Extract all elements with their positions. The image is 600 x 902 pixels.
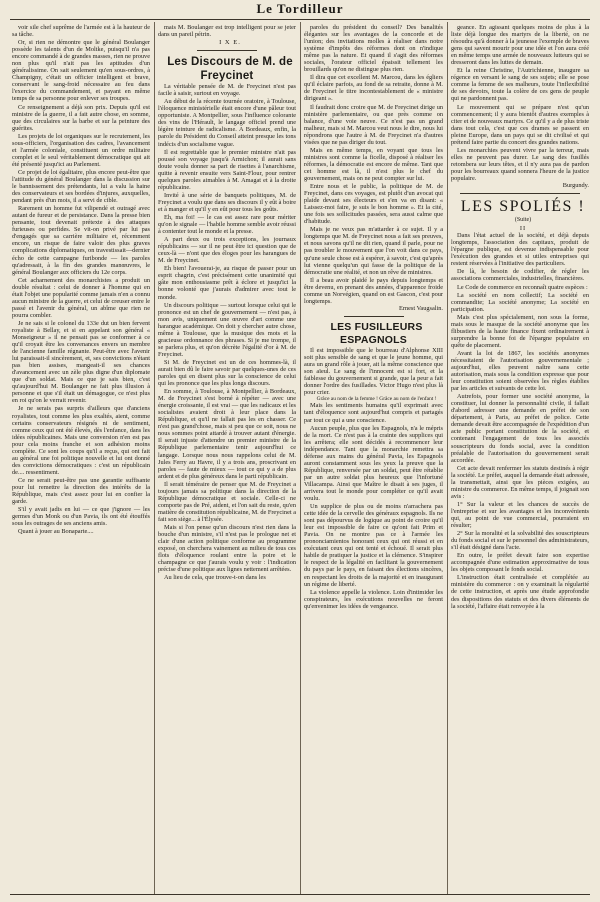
section-rule xyxy=(197,50,257,51)
fusilleurs-continued xyxy=(451,24,589,182)
paragraph: Eh bien! l'avouerai-je, au risque de passer pour un esprit chagrin, c'est précisément cette unanimité qui gâte mon enthousiasme prêt à éclore et jusqu'ici la bonne volonté que j'aurais d'admirer avec tout le monde. xyxy=(158,265,296,301)
fusilleurs-intro xyxy=(304,347,443,396)
paragraph: Le mouvement qui se prépare n'est qu'un commencement; il y aura bientôt d'autres exemples à citer et de nouveaux martyrs. Ce qu'il y a de plus triste dans tout cela, c'est que ces drames se passent en pleine Europe, dans un pays qui se dit civilisé et qui prétend faire partie du concert des grandes nations. xyxy=(451,103,589,146)
paragraph: A part deux ou trois exceptions, les journaux républicains — sur il ne peut être ici question que de ceux-là — n'ont que des éloges pour les harangues de M. de Freycinet. xyxy=(158,236,296,265)
paragraph: Au début de la récente tournée oratoire, à Toulouse, l'éloquence ministérielle était encore d'une pâleur tout opportuniste. A Montpellier, sous l'influence colorante des vins de l'Hérault, le langage officiel prend une légère teinture de radicalisme. A Bordeaux, enfin, la parole du Président du Conseil atteint presque les tons indécis d'un socialisme vague. xyxy=(158,98,296,148)
paragraph: Je ne sais si le colonel du 133e dut un bien fervent royaliste à Bellay, et si en appelant son général « Monseigneur » il ne pensait pas se conformer à ce qu'il croyait être les convenances envers un membre de l'ancienne famille régnante. Peut-être avec l'avenir lui paraissait-il sincèrement, et, ses convictions n'étant pas bien assises, mangeait-il ses chances d'avancement avec un zèle plus digne d'un diplomate que d'un soldat. Mais ce que je sais bien, c'est qu'aujourd'hui M. Boulanger ne fait plus illusion à personne et que s'il était un démagogue, ce n'est plus en roi qu'on le verrait revenir. xyxy=(12,319,150,405)
paragraph: Les projets de loi organiques sur le recrutement, les sous-officiers, l'organisation des cadres, l'avancement et l'armée coloniale, constituent un ordre militaire complet et le seul véritablement démocratique qui ait été présenté jusqu'ici au Parlement. xyxy=(12,132,150,168)
paragraph: En somme, à Toulouse, à Montpellier, à Bordeaux, M. de Freycinet s'est borné à répéter — avec une énergie croissante, il est vrai — que les radicaux et les socialistes avaient droit à leur place dans la République, et qu'il ne fallait pas les en chasser. Ce n'est pas grand'chose, mais si peu que ce soit, nous ne nous sommes point attardé à trouver autant d'énergie. Il serait injuste d'attendre un premier ministre de la République parlementaire tenir aujourd'hui ce langage. Lorsque nous nous rappelons celui de M. Jules Ferry au Havre, il y a trois ans, proscrivant en paroles — faute de mieux — tout ce qui y a de plus ardent et de plus généreux dans le parti républicain. xyxy=(158,388,296,480)
paragraph: Et la reine Christine, l'Autrichienne, inaugure sa régence en versant le sang de ses sujets; elle se pose comme la femme de ses malheurs, toute l'inflexibilité de ses devoirs, toute la colère de ces gens de peuple qui ne pardonnent pas. xyxy=(451,67,589,103)
paragraph: 2° Sur la moralité et la solvabilité des souscripteurs du fonds social et sur le personnel des administrateurs, s'il était désigné dans l'acte. xyxy=(451,530,589,552)
fusilleurs-body xyxy=(304,402,443,609)
paragraph: De là, le besoin de codifier, de régler les associations commerciales, industrielles, financières. xyxy=(451,268,589,283)
fusilleurs-quote: Grâce au nom de la femme ! Grâce au nom de l'enfant ! xyxy=(316,396,437,403)
paragraph: geance. En agissant quelques moins de plus à la liste déjà longue des martyrs de la liberté, on ne résoudra qu'à donner à la jeunesse l'exemple de braves gens qui savent mourir pour une idée et l'on aura créé en même temps une armée de nouveaux lutteurs qui se dresseront dans les luttes de demain. xyxy=(451,24,589,67)
column-divider xyxy=(300,22,301,894)
paragraph: Ce renseignement a déjà son prix. Depuis qu'il est ministre de la guerre, il a fait autre chose, en somme, que des circulaires sur la barbe et sur la peinture des guérites. xyxy=(12,103,150,132)
paragraph: Autrefois, pour former une société anonyme, la constituer, lui donner la personnalité civile, il fallait d'abord adresser une demande en préfet de son département, à Paris, au préfet de police. Cette demande devait être accompagnée de l'expédition d'un acte public portant constitution de la société, et contenant l'engagement de tous les associés souscripteurs du fonds social, avec la condition préalable de l'autorisation du gouvernement serait accordée. xyxy=(451,393,589,464)
intro-paragraph: mais M. Boulanger est trop intelligent pour se jeter dans un pareil pétrin. xyxy=(158,24,296,39)
paragraph: Il serait téméraire de penser que M. de Freycinet a toujours jamais sa politique dans la direction de la République démocratique et sociale. Celle-ci ne comporte pas de Pré, aident, et l'on sait du reste, qu'en matière de constitution républicaine, M. de Freycinet a fait son siège... à l'Élysée. xyxy=(158,480,296,523)
paragraph: Si M. de Freycinet est un de ces hommes-là, il aurait bien dû le faire savoir par quelques-unes de ces paroles qui en disent plus sur la conscience de celui qui les prononce que les plus longs discours. xyxy=(158,358,296,388)
paragraph: Mais je ne veux pas m'attarder à ce sujet. Il y a longtemps que M. de Freycinet nous a fait ses preuves, et nous savons qu'il ne dit rien, quand il parle, pour ne pas troubler le mouvement que l'on voit dans ce pays, qu'une seule chose est à espérer, à savoir, c'est qu'après lui vienne quelqu'un qui fasse de la politique de la démocratie une réalité, et non un rêve de ministres. xyxy=(304,226,443,276)
paragraph: 1° Sur la valeur et les chances de succès de l'entreprise et sur les avantages et les inconvénients qui, au point de vue commercial, pourraient en résulter; xyxy=(451,500,589,530)
footer-rule xyxy=(10,894,590,895)
paragraph: Ce ne serait peut-être pas une garantie suffisante pour lui remettre la direction des intérêts de la République, mais c'est assez pour lui en confier la garde. xyxy=(12,476,150,506)
paragraph: Il est impossible que le bourreau d'Alphonse XIII soit plus sensible de sang et que le jeune homme, qui aura un grand rôle à jouer, ait la même conscience que son aïeul. Le sang de l'innocent est si fort, et la faiblesse du gouvernement si grande, que la peur a fait donner l'ordre des fusillades. Victor Hugo n'est plus là pour crier. xyxy=(304,346,443,397)
paragraph: Les monarchies peuvent vivre par la terreur, mais elles ne peuvent pas durer. Le sang des fusillés retombera sur leurs têtes, et il n'y aura pas de pardon pour les bourreaux quand sonnera l'heure de la justice populaire. xyxy=(451,146,589,182)
column-1 xyxy=(12,24,150,890)
paragraph: Un supplice de plus ou de moins n'arrachera pas cette idée de la cervelle des généraux espagnols. Ils ne sont pas dépourvus de logique au point de croire qu'il leur est impossible de faire ce qu'ont fait Prim et Pavia. On ne montre pas ce à l'armée les prononciamientos honorant ceux qui ont réussi et en exécutant ceux qui ont tenté et échoué. Il serait plus habile de pratiquer la justice et la clémence. S'inspirer le respect de la légalité en facilitant la gouvernement du pays par le pays, en faisant des élections sincères, en respectant les droits de la majorité et en inaugurant un régime de liberté. xyxy=(304,503,443,588)
paragraph: Cet acharnement des monarchistes a produit un double résultat : celui de donner à l'homme qui en était l'objet une popularité comme jamais n'en a connu aucun ministre de la guerre, et celui de creuser entre le passé et l'avenir du général, un abîme que rien ne pourra combler. xyxy=(12,276,150,319)
paragraph: Ce projet de loi égalitaire, plus encore peut-être que l'attitude du général Boulanger dans la discussion sur le bannissement des prétendants, lui a valu la haine des conservateurs et ses bordées d'injures, auxquelles, pendant près d'un mois, il a servi de cible. xyxy=(12,168,150,205)
paragraph: Mais c'est plus spécialement, non sous la forme, mais sous le masque de la société anonyme que les flibustiers de la haute finance fixent ordinairement à surprendre la bonne foi de l'épargne populaire en quête de placement. xyxy=(451,313,589,349)
paragraph: Il a beau avoir plaidé le pays depuis longtemps et être devenu, en prenant des années, d'apparence froide comme un Norvégien, quand on est Gascon, c'est pour longtemps. xyxy=(304,276,443,305)
paragraph: L'instruction était centralisée et complétée au ministère du commerce : on y examinait la régularité de cette instruction, et après une étude approfondie des dispositions des statuts et des divers éléments de la société, l'affaire était renvoyée à la xyxy=(451,574,589,610)
headline-fusilleurs: LES FUSILLEURS ESPAGNOLS xyxy=(330,320,423,346)
paragraph: Cet acte devait renfermer les statuts destinés à régir la société. Le préfet, auquel la demande était adressée, la transmettait, ainsi que les pièces exigées, au ministre du commerce. En même temps, il joignait son avis : xyxy=(451,464,589,500)
section-rule xyxy=(344,316,404,317)
masthead: Le Tordilleur xyxy=(256,1,344,16)
fusilleurs-signature: Burgundy. xyxy=(562,182,589,190)
paragraph: paroles du président du conseil? Des banalités élégantes sur les avantages de la concorde et de l'union; des invitations molles à réaliser dans notre système d'impôts des réformes dont on n'indique même pas la nature. Et quand il s'agit des réformes sociales, l'orateur officiel épaissit tellement les brouillards qu'on ne distingue plus rien. xyxy=(304,24,443,74)
paragraph: Or, si rien ne démontre que le général Boulanger possède les talents d'un de Moltke, puisqu'il n'a pas encore commandé à de grandes masses, rien ne prouve non plus qu'il n'ait pas les aptitudes d'un généralissime. On sait seulement qu'en sous-ordres, à Champigny, c'était un officier intelligent et brave, conservant le sang-froid nécessaire au feu dans l'exercice du commandement, et payant en même temps de sa personne pour enlever ses troupes. xyxy=(12,39,150,103)
column-4 xyxy=(451,24,589,890)
discours-continued xyxy=(304,24,443,305)
spolies-subtitle: (Suite) xyxy=(514,217,532,224)
paragraph: Le Code de commerce en reconnaît quatre espèces : xyxy=(457,283,588,291)
paragraph: Il dira que cet excellent M. Marcou, dans les égliers qu'il éclaire parfois, au fond de sa retraite, donne à M. de Freycinet le titre incontestablement de « ministre dirigeant ». xyxy=(304,74,443,103)
column-divider xyxy=(154,22,155,894)
paragraph: Aucun peuple, plus que les Espagnols, n'a le mépris de la mort. Ce n'est pas à la crainte des supplices qui les arrêtera; elle sont décidés à recommencer leur indépendance. Tant que la monarchie remettra sa défense aux mains du général Pavia, les Espagnols auront constamment sous les yeux la preuve que la République, renversée par un soldat, peut être rétablie par un autre soldat plus heureux que l'infortuné Villacampa. Ainsi que Maître le disait à ses juges, il arrivera tout le monde pour compléter ce qu'il avait voulu. xyxy=(304,424,443,503)
paragraph: Mais les sentiments humains qu'il exprimait avec tant d'éloquence sont aujourd'hui compris et partagés par tout ce qui a une conscience. xyxy=(304,402,443,424)
headline-spolies: LES SPOLIÉS ! xyxy=(460,198,586,216)
paragraph: Rarement un homme fut vilipendé et outragé avec autant de fureur et de persistance. Dans la presse bien pensante, tout devenait prétexte à des attaques furieuses ou perfides. Se vit-on privé par lui pas d'engagés que sa carrière militaire et, récemment encore, un risque de faire valoir des plus graves complications diplomatiques, on travestissait—dernier écho de cette campagne furibonde — les paroles qu'adressait, à la fin des grandes manœuvres, le général Boulanger aux officiers du 12e corps. xyxy=(12,205,150,276)
paragraph: Je ne serais pas surpris d'ailleurs que d'anciens royalistes, tout comme les plus exaltés, aient, comme certains conservateurs résignés ni de sentiment, comme ceux qui ont été élevés, dès l'enfance, dans les idées républicaines. Mais une conversion n'en est pas pour cela moins franche et son adhésion moins complète. Ce sont les coups qu'il a reçus, qui ont fait au général une foi politique nouvelle et lui ont donné des convictions démocratiques : c'est un républicain de.... ressentiment. xyxy=(12,405,150,476)
paragraph: Au lieu de cela, que trouve-t-on dans les xyxy=(164,574,266,582)
paragraph: La violence appelle la violence. Loin d'intimider les conspirateurs, les exécutions nouvelles ne feront qu'envenimer les idées de vengeance. xyxy=(304,588,443,610)
paragraph: En outre, le préfet devait faire son expertise accompagnée d'une estimation approximative de tous les objets composant le fonds social. xyxy=(451,552,589,574)
paragraph: La véritable pensée de M. de Freycinet n'est pas facile à saisir, surtout en voyage. xyxy=(158,83,296,98)
paragraph: Dans l'état actuel de la société, et déjà depuis longtemps, l'association des capitaux, produit de l'épargne publique, est devenue indispensable pour l'exécution des grandes et si utiles entreprises qui restent réservées à l'initiative des particuliers. xyxy=(451,232,589,268)
paragraph: Invité à une série de banquets politiques, M. de Freycinet a voulu que dans ses discours il y eût à boire et à manger et qu'il y en eût pour tous les goûts. xyxy=(158,191,296,213)
paragraph: Entre nous et le public, la politique de M. de Freycinet, dans ces voyages, est plutôt d'un avocat qui plaide devant ses électeurs et s'en va en disant: « Laissez-moi faire, je suis le bon homme ». Et la cité, une fois ses sollicitudes passées, sera aussi calme que d'habitude. xyxy=(304,183,443,226)
column-divider xyxy=(447,22,448,894)
paragraph: Quant à jouer au Bonaparte.... xyxy=(18,528,94,536)
paragraph: Il faudrait donc croire que M. de Freycinet dirige un ministère parlementaire, ou que près comme on balance, d'une voie neuve. Ce n'est pas un grand malheur, mais si M. Marcou veut nous le dire, nous lui répondrons que l'autre à M. de Freycinet n'a d'autres visées que ne pas diriger du tout. xyxy=(304,103,443,146)
paragraph: Eh, ma foi! — le cas est assez rare pour mériter qu'on le signale — l'habile homme semble avoir réussi à contenter tout le monde et la presse. xyxy=(158,213,296,236)
headline-discours: Les Discours de M. de Freycinet xyxy=(167,56,293,83)
paragraph: Mais en même temps, en voyant que tous les ministres sont comme la ficelle, disposé à réaliser les réformes, la démocratie est encore de même. Tant que cet homme est là, il n'est plus le chef du gouvernement, mais on ne peut compter sur lui. xyxy=(304,146,443,182)
discours-body xyxy=(158,83,296,581)
column-2 xyxy=(158,24,296,890)
spolies-body xyxy=(451,232,589,609)
paragraph: S'il y avait jadis en lui — ce que j'ignore — les germes d'un Monk ou d'un Pavia, ils ont été étouffés sous les outrages de ses anciens amis. xyxy=(12,506,150,528)
paragraph: Avant la loi de 1867, les sociétés anonymes nécessitaient de l'autorisation gouvernementale ; aujourd'hui, elles peuvent naître sans cette autorisation, mais sous la condition expresse que pour leur constitution soient observées les règles établies par les articles et suivants de cette loi. xyxy=(451,349,589,393)
intro-signature: I X E. xyxy=(219,39,241,47)
paragraph: Un discours politique — surtout lorsque celui qui le prononce est un chef de gouvernement — n'est pas, à mon avis, uniquement une œuvre d'art comme une harangue académique. On doit y chercher autre chose, même à Toulouse, que la musique des mots et la gracieuse ordonnance des phrases. Si je me trompe, il se parlera plus, et qu'on décrète l'égalité d'or à M. de Freycinet. xyxy=(158,301,296,358)
discours-signature: Ernest Vaugsalin. xyxy=(399,304,443,312)
paragraph: Il est regrettable que le premier ministre n'ait pas poussé son voyage jusqu'à Armichon; il aurait sans doute voulu donner sa part de risettes à l'anarchisme, quitte à revenir ensuite vers Saint-Flour, pour rentrer quelques paroles aimables à M. Amagat et à la droite républicaine. xyxy=(158,148,296,191)
paragraph: Mais si l'on pense qu'un discours n'est rien dans la bouche d'un ministre, s'il n'est pas le prologue net et clair d'une action politique conforme au programme exposé, on cherchera vainement au milieu de tous ces flots d'éloquence roulant entre la poire et le champagne ce que j'aurais voulu y voir : l'indication précise d'une politique aux lignes nettement arrêtées. xyxy=(158,524,296,574)
col1-body xyxy=(12,24,150,535)
section-number: II xyxy=(519,225,527,233)
masthead-rule xyxy=(10,19,590,20)
column-3 xyxy=(304,24,443,890)
section-rule xyxy=(460,193,580,194)
paragraph: voir sile chef suprême de l'armée est à la hauteur de sa tâche. xyxy=(12,24,150,39)
paragraph: La société en nom collectif; La société en commandite; La société anonyme; La société en participation. xyxy=(451,291,589,313)
